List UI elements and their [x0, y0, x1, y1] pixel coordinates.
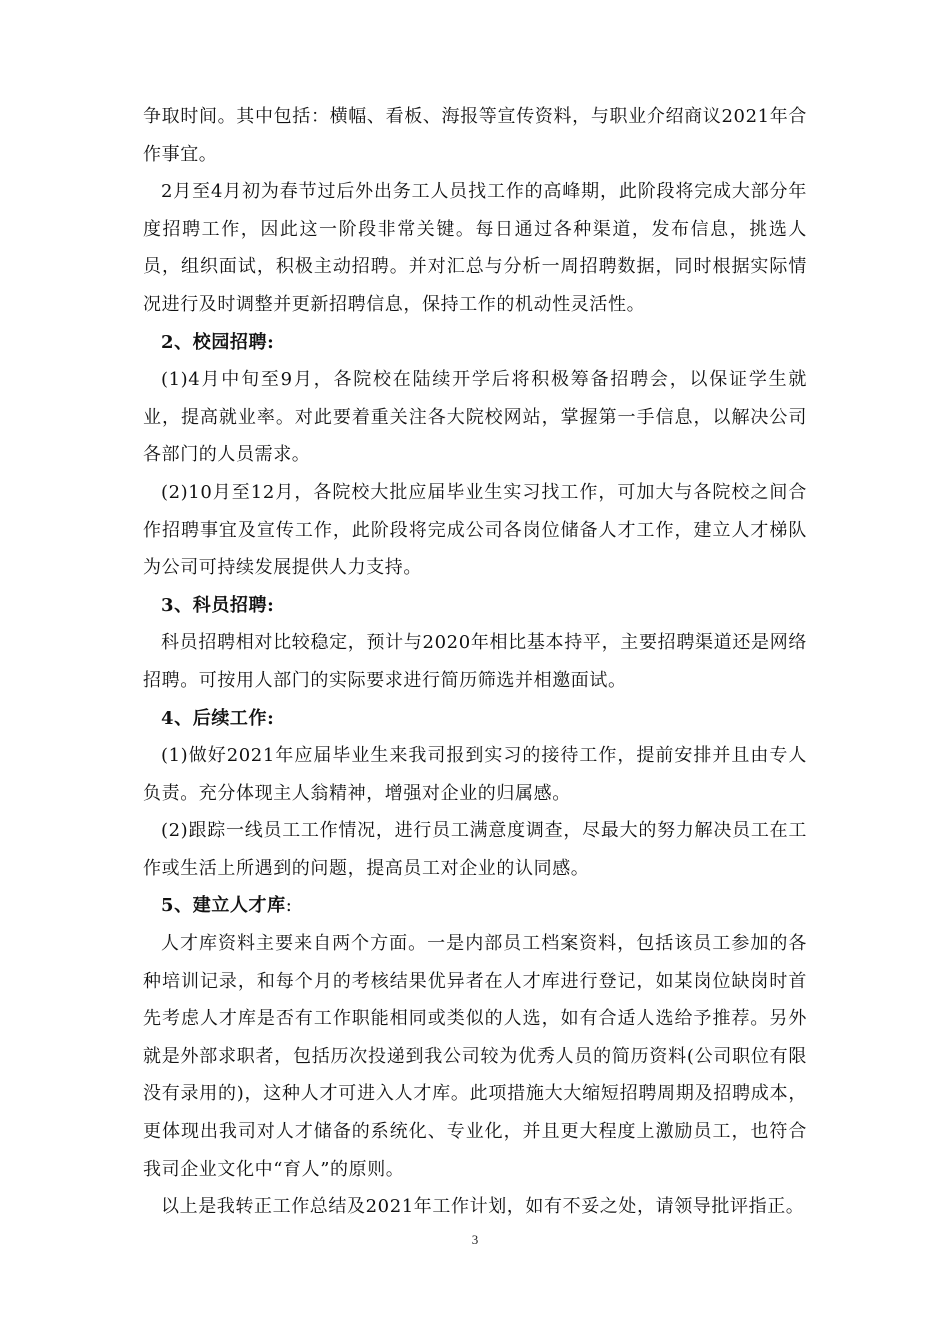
heading-campus-recruitment: 2、校园招聘: — [161, 331, 275, 353]
document-body — [143, 98, 807, 1226]
paragraph-closing: 以上是我转正工作总结及2021年工作计划，如有不妥之处，请领导批评指正。 — [161, 1196, 805, 1218]
heading-talent-pool-label: 5、建立人才库 — [161, 895, 286, 917]
paragraph-follow-up-staff: (2)跟踪一线员工工作情况，进行员工满意度调查，尽最大的努力解决员工在工作或生活上所遇到的问题，提高员工对企业的认同感。 — [143, 820, 807, 879]
heading-clerk-recruitment: 3、科员招聘: — [161, 594, 275, 616]
paragraph-talent-pool: 人才库资料主要来自两个方面。一是内部员工档案资料，包括该员工参加的各种培训记录，和每个月的考核结果优异者在人才库进行登记，如某岗位缺岗时首先考虑人才库是否有工作职能相同或类似的人选，如有合适人选给予推荐。另外就是外部求职者，包括历次投递到我公司较为优秀人员的简历资料(公司职位有限没有录用的)，这种人才可进入人才库。此项措施大大缩短招聘周期及招聘成本，更体现出我司对人才储备的系统化、专业化，并且更大程度上激励员工，也符合我司企业文化中“育人”的原则。 — [143, 933, 807, 1180]
paragraph-campus-april-september: (1)4月中旬至9月，各院校在陆续开学后将积极筹备招聘会，以保证学生就业，提高就业率。对此要着重关注各大院校网站，掌握第一手信息，以解决公司各部门的人员需求。 — [143, 369, 807, 466]
paragraph-follow-up-interns: (1)做好2021年应届毕业生来我司报到实习的接待工作，提前安排并且由专人负责。充分体现主人翁精神，增强对企业的归属感。 — [143, 745, 807, 804]
paragraph-peak-season: 2月至4月初为春节过后外出务工人员找工作的高峰期，此阶段将完成大部分年度招聘工作，因此这一阶段非常关键。每日通过各种渠道，发布信息，挑选人员，组织面试，积极主动招聘。并对汇总与分析一周招聘数据，同时根据实际情况进行及时调整并更新招聘信息，保持工作的机动性灵活性。 — [143, 181, 807, 315]
heading-follow-up-work: 4、后续工作: — [161, 707, 275, 729]
page-number: 3 — [471, 1232, 479, 1247]
paragraph-recruitment-materials: 争取时间。其中包括：横幅、看板、海报等宣传资料，与职业介绍商议2021年合作事宜。 — [143, 106, 807, 165]
paragraph-campus-october-december: (2)10月至12月，各院校大批应届毕业生实习找工作，可加大与各院校之间合作招聘事宜及宣传工作，此阶段将完成公司各岗位储备人才工作，建立人才梯队为公司可持续发展提供人力支持。 — [143, 481, 807, 579]
paragraph-clerk-recruitment: 科员招聘相对比较稳定，预计与2020年相比基本持平，主要招聘渠道还是网络招聘。可按用人部门的实际要求进行简历筛选并相邀面试。 — [143, 632, 807, 691]
heading-talent-pool — [143, 887, 807, 925]
heading-talent-pool-colon: : — [285, 895, 293, 917]
